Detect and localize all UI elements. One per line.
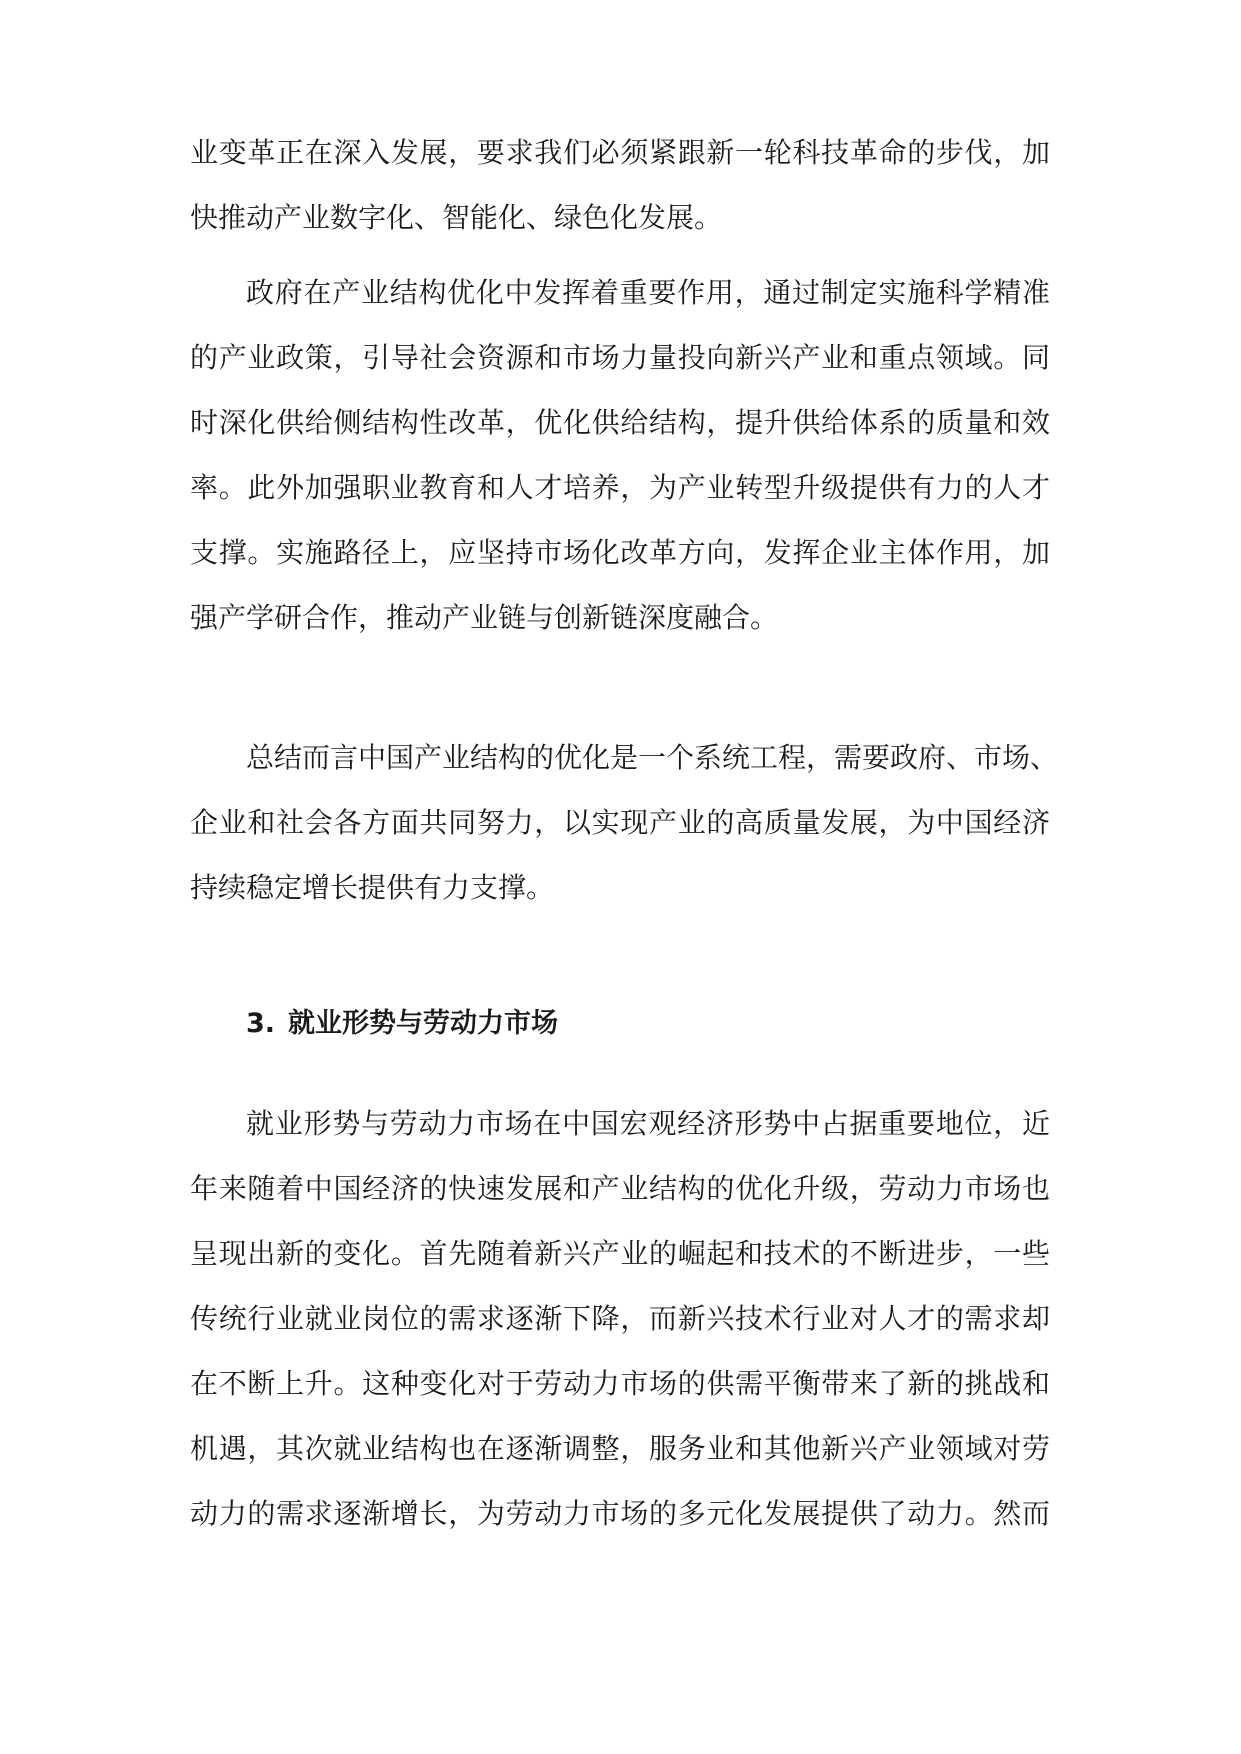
text-line: 持续稳定增长提供有力支撑。 <box>190 871 555 904</box>
text-line: 时深化供给侧结构性改革，优化供给结构，提升供给体系的质量和效 <box>190 406 1050 439</box>
text-line: 总结而言中国产业结构的优化是一个系统工程，需要政府、市场、 <box>246 741 1059 774</box>
text-line: 强产学研合作，推动产业链与创新链深度融合。 <box>190 601 779 634</box>
paragraph-government-role <box>190 260 1050 650</box>
text-line: 在不断上升。这种变化对于劳动力市场的供需平衡带来了新的挑战和 <box>190 1367 1050 1400</box>
text-line: 传统行业就业岗位的需求逐渐下降，而新兴技术行业对人才的需求却 <box>190 1302 1050 1335</box>
text-line: 呈现出新的变化。首先随着新兴产业的崛起和技术的不断进步，一些 <box>190 1237 1050 1270</box>
text-line: 业变革正在深入发展，要求我们必须紧跟新一轮科技革命的步伐，加 <box>190 136 1050 169</box>
section-title: 就业形势与劳动力市场 <box>288 1008 558 1039</box>
section-heading <box>246 1004 558 1044</box>
text-line: 政府在产业结构优化中发挥着重要作用，通过制定实施科学精准 <box>246 276 1050 309</box>
section-number: 3. <box>246 1008 276 1039</box>
text-line: 快推动产业数字化、智能化、绿色化发展。 <box>190 201 723 234</box>
text-line: 年来随着中国经济的快速发展和产业结构的优化升级，劳动力市场也 <box>190 1172 1050 1205</box>
text-line: 的产业政策，引导社会资源和市场力量投向新兴产业和重点领域。同 <box>190 341 1050 374</box>
text-line: 动力的需求逐渐增长，为劳动力市场的多元化发展提供了动力。然而 <box>190 1497 1050 1530</box>
paragraph-employment-labor-market <box>190 1091 1050 1546</box>
text-line: 机遇，其次就业结构也在逐渐调整，服务业和其他新兴产业领域对劳 <box>190 1432 1050 1465</box>
text-line: 企业和社会各方面共同努力，以实现产业的高质量发展，为中国经济 <box>190 806 1050 839</box>
text-line: 支撑。实施路径上，应坚持市场化改革方向，发挥企业主体作用，加 <box>190 536 1050 569</box>
text-line: 率。此外加强职业教育和人才培养，为产业转型升级提供有力的人才 <box>190 471 1050 504</box>
paragraph-conclusion <box>190 725 1059 920</box>
paragraph-industry-transformation <box>190 120 1050 250</box>
text-line: 就业形势与劳动力市场在中国宏观经济形势中占据重要地位，近 <box>246 1107 1050 1140</box>
